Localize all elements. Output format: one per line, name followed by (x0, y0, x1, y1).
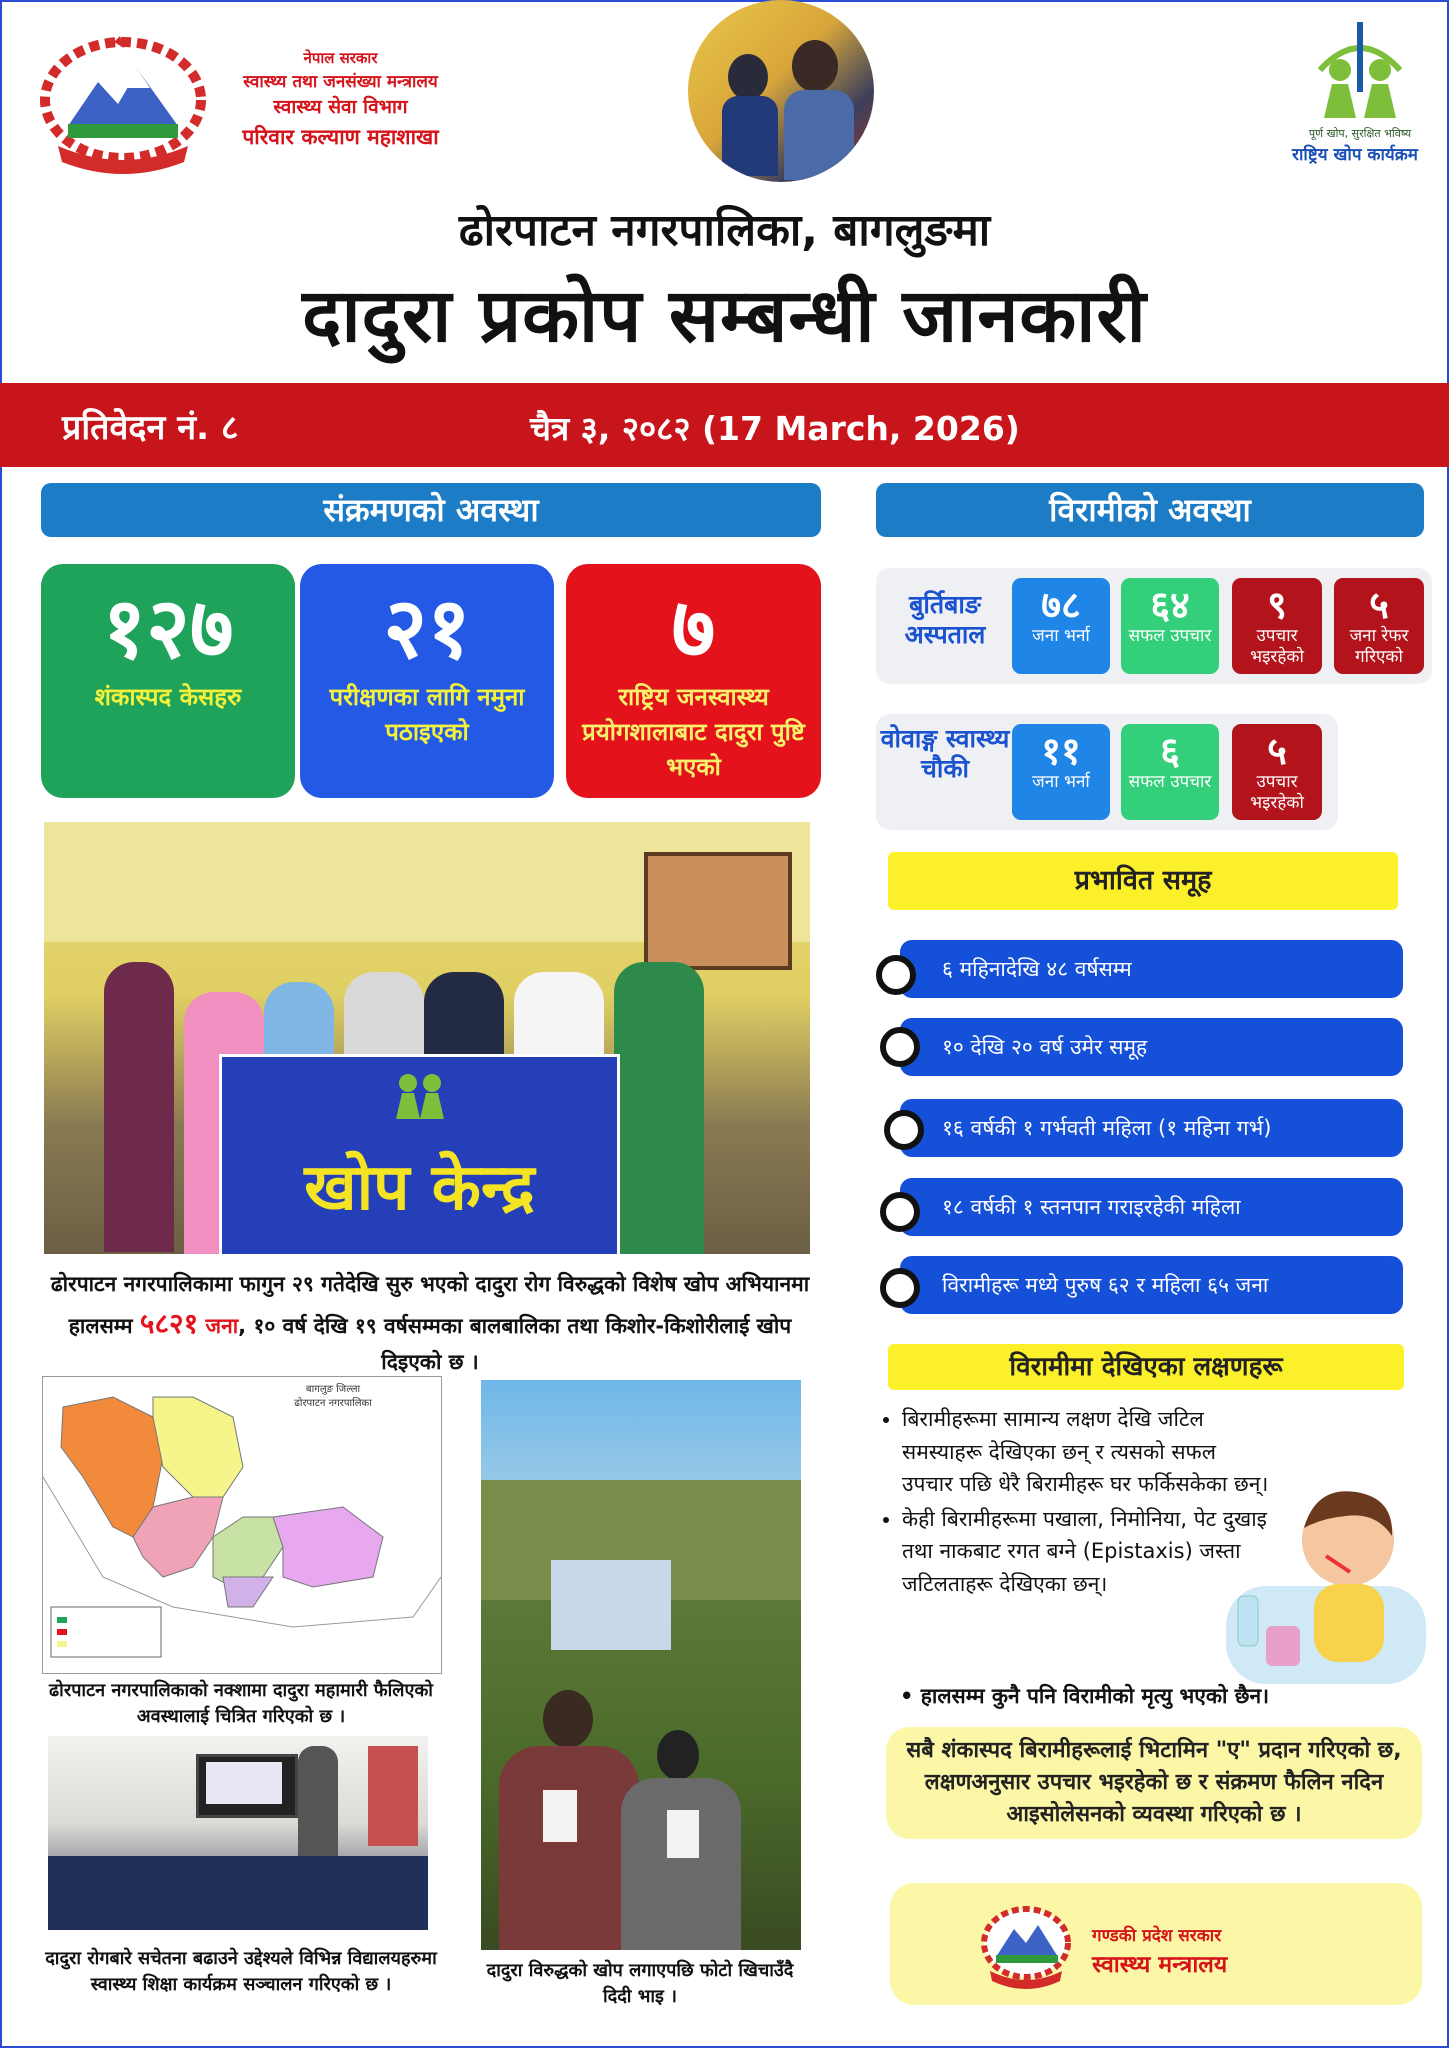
map-title-line-2: ढोरपाटन नगरपालिका (294, 1398, 372, 1409)
bullet-ring-icon (884, 1110, 924, 1150)
bullet-ring-icon (880, 1268, 920, 1308)
bobang-admitted (1012, 724, 1110, 820)
sick-child-illustration-icon (1226, 1476, 1426, 1684)
no-death-statement: • हालसम्म कुनै पनि विरामीको मृत्यु भएको छैन। (900, 1684, 1270, 1708)
bobang-name: वोवाङ्ग स्वास्थ्य चौकी (880, 724, 1010, 783)
patients-heading: विरामीको अवस्था (876, 483, 1424, 537)
bobang-panel (876, 714, 1338, 830)
samples-count: २१ (383, 579, 471, 677)
page-subtitle: ढोरपाटन नगरपालिका, बागलुङमा (458, 205, 991, 256)
burtibang-recovered-count: ६४ (1150, 583, 1190, 627)
samples-sent-box (300, 564, 554, 798)
school-caption: दादुरा रोगबारे सचेतना बढाउने उद्देश्यले विभिन्न विद्यालयहरुमा स्वास्थ्य शिक्षा कार्यक्रम सञ्चालन गरिएको छ । (45, 1948, 437, 1996)
symptom-bullet: • बिरामीहरूमा सामान्य लक्षण देखि जटिल समस्याहरू देखिएका छन् र त्यसको सफल उपचार पछि धेरै बिरामीहरू घर फर्किसकेका छन्। (902, 1403, 1270, 1501)
bobang-recovered-label: सफल उपचार (1128, 772, 1212, 792)
vaccination-center-group-photo (44, 822, 810, 1254)
symptoms-heading: विरामीमा देखिएका लक्षणहरू (888, 1344, 1404, 1390)
footer-line-1: गण्डकी प्रदेश सरकार (1092, 1926, 1222, 1946)
program-name: राष्ट्रिय खोप कार्यक्रम (1292, 145, 1418, 165)
affected-item: १० देखि २० वर्ष उमेर समूह (900, 1018, 1403, 1076)
banner-logo-icon (380, 1063, 460, 1123)
government-header (228, 48, 453, 152)
footer-box (890, 1883, 1422, 2005)
suspected-count: १२७ (102, 579, 234, 677)
map-caption: ढोरपाटन नगरपालिकाको नक्शामा दादुरा महामारी फैलिएको अवस्थालाई चित्रित गरिएको छ । (49, 1680, 433, 1728)
campaign-text-b: , १० वर्ष देखि १९ वर्षसम्मका बालबालिका तथा किशोर-किशोरीलाई खोप दिइएको छ । (238, 1313, 792, 1375)
affected-item: विरामीहरू मध्ये पुरुष ६२ र महिला ६५ जना (900, 1256, 1403, 1314)
bobang-admitted-label: जना भर्ना (1032, 772, 1090, 792)
map-title-line-1: बागलुङ जिल्ला (305, 1384, 361, 1395)
burtibang-admitted-label: जना भर्ना (1032, 626, 1090, 646)
bobang-admitted-count: ११ (1041, 729, 1081, 773)
burtibang-name: बुर्तिबाङ अस्पताल (904, 590, 986, 649)
siblings-caption: दादुरा विरुद्धको खोप लगाएपछि फोटो खिचाउँदै दिदी भाइ । (486, 1960, 794, 2008)
vaccination-circle-photo (688, 0, 874, 182)
gandaki-emblem-icon (976, 1901, 1076, 1989)
school-awareness-photo (48, 1736, 428, 1930)
bobang-treatment-label: उपचार भइरहेको (1250, 772, 1304, 814)
burtibang-treatment-count: ९ (1267, 583, 1287, 627)
program-tagline: पूर्ण खोप, सुरक्षित भविष्य (1308, 127, 1412, 140)
gov-line-1: नेपाल सरकार (303, 49, 378, 67)
municipality-map (42, 1376, 442, 1674)
vaccine-center-banner (219, 1054, 620, 1254)
gov-line-2: स्वास्थ्य तथा जनसंख्या मन्त्रालय (243, 71, 438, 92)
suspected-label: शंकास्पद केसहरु (94, 683, 242, 711)
confirmed-label: राष्ट्रिय जनस्वास्थ्य प्रयोगशालाबाट दादुरा पुष्टि भएको (582, 683, 805, 781)
gov-line-3: स्वास्थ्य सेवा विभाग (273, 96, 408, 119)
bobang-treatment-count: ५ (1267, 729, 1287, 773)
gov-line-4: परिवार कल्याण महाशाखा (242, 124, 439, 149)
confirmed-box (566, 564, 821, 798)
burtibang-referred-label: जना रेफर गरिएको (1349, 626, 1409, 668)
symptoms-list (880, 1403, 1270, 1602)
campaign-highlight-word: जना (198, 1313, 239, 1338)
bobang-recovered-count: ६ (1160, 729, 1180, 773)
page-title: दादुरा प्रकोप सम्बन्धी जानकारी (302, 273, 1147, 359)
affected-item: १८ वर्षकी १ स्तनपान गराइरहेकी महिला (900, 1178, 1403, 1236)
national-immunization-logo-icon (1310, 18, 1410, 128)
burtibang-panel (876, 568, 1432, 684)
nepal-emblem-icon (28, 34, 218, 174)
report-bar (0, 383, 1449, 467)
siblings-vaccinated-photo (481, 1380, 801, 1950)
banner-text: खोप केन्द्र (304, 1151, 535, 1225)
burtibang-under-treatment (1232, 578, 1322, 674)
samples-label: परीक्षणका लागि नमुना पठाइएको (329, 683, 525, 746)
affected-heading: प्रभावित समूह (888, 852, 1398, 910)
confirmed-count: ७ (671, 579, 716, 677)
campaign-highlight-number: ५८२१ (139, 1306, 199, 1340)
burtibang-admitted (1012, 578, 1110, 674)
footer-line-2: स्वास्थ्य मन्त्रालय (1092, 1952, 1228, 1978)
affected-item: ६ महिनादेखि ४८ वर्षसम्म (900, 940, 1403, 998)
bobang-under-treatment (1232, 724, 1322, 820)
campaign-text-a: ढोरपाटन नगरपालिकामा फागुन २९ गतेदेखि सुरु भएको दादुरा रोग विरुद्धको विशेष खोप अभियानमा हालसम्म (50, 1272, 810, 1338)
suspected-cases-box (41, 564, 295, 798)
bullet-ring-icon (880, 1192, 920, 1232)
vitamin-a-note: सबै शंकास्पद बिरामीहरूलाई भिटामिन "ए" प्रदान गरिएको छ, लक्षणअनुसार उपचार भइरहेको छ र संक्रमण फैलिन नदिन आइसोलेसनको व्यवस्था गरिएको छ । (886, 1727, 1422, 1839)
infection-heading: संक्रमणको अवस्था (41, 483, 821, 537)
map-drawing (43, 1377, 441, 1673)
campaign-text (40, 1268, 820, 1380)
burtibang-referred (1334, 578, 1424, 674)
report-date: चैत्र ३, २०८२ (17 March, 2026) (530, 409, 1020, 448)
burtibang-referred-count: ५ (1369, 583, 1389, 627)
report-number: प्रतिवेदन नं. ८ (62, 408, 239, 448)
burtibang-recovered-label: सफल उपचार (1128, 626, 1212, 646)
burtibang-admitted-count: ७८ (1041, 583, 1081, 627)
burtibang-recovered (1121, 578, 1219, 674)
bullet-ring-icon (880, 1027, 920, 1067)
affected-item: १६ वर्षकी १ गर्भवती महिला (१ महिना गर्भ) (900, 1099, 1403, 1157)
bullet-ring-icon (876, 955, 916, 995)
bobang-recovered (1121, 724, 1219, 820)
burtibang-treatment-label: उपचार भइरहेको (1250, 626, 1304, 668)
symptom-bullet: • केही बिरामीहरूमा पखाला, निमोनिया, पेट दुखाइ तथा नाकबाट रगत बग्ने (Epistaxis) जस्ता जटिलताहरू देखिएका छन्। (902, 1503, 1270, 1601)
